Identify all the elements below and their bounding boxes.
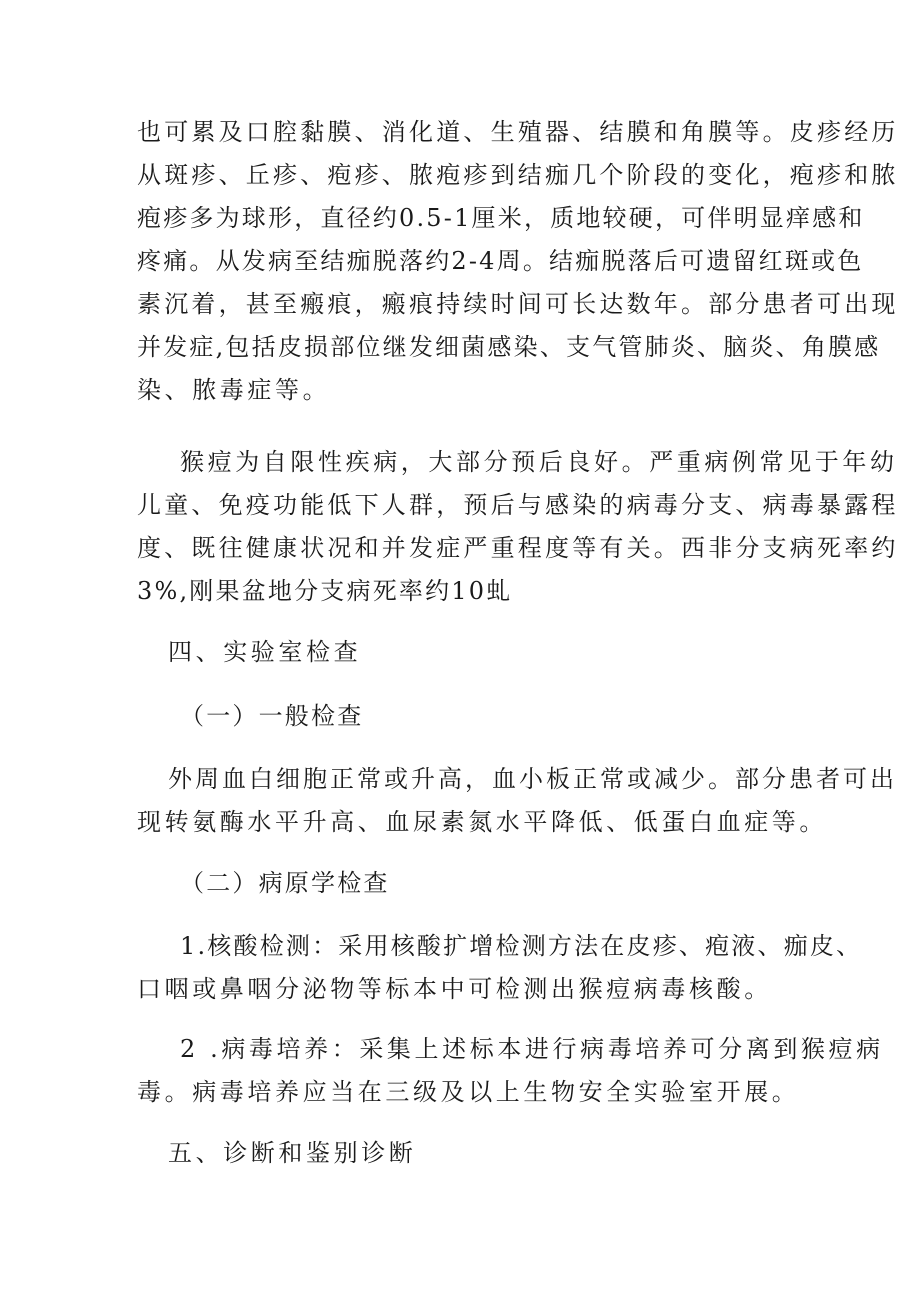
paragraph3-line-2: 现转氨酶水平升高、血尿素氮水平降低、低蛋白血症等。 <box>137 808 827 836</box>
item2-line-2: 毒。病毒培养应当在三级及以上生物安全实验室开展。 <box>137 1078 800 1106</box>
subsection-heading-1: （一）一般检查 <box>180 702 364 730</box>
paragraph2-line-1: 猴痘为自限性疾病，大部分预后良好。严重病例常见于年幼 <box>180 448 898 476</box>
paragraph1-line-2: 从斑疹、丘疹、疱疹、脓疱疹到结痂几个阶段的变化，疱疹和脓 <box>137 161 899 189</box>
paragraph2-line-3: 度、既往健康状况和并发症严重程度等有关。西非分支病死率约 <box>137 534 899 562</box>
paragraph1-line-5: 素沉着，甚至瘢痕，瘢痕持续时间可长达数年。部分患者可出现 <box>137 290 899 318</box>
paragraph1-line-1: 也可累及口腔黏膜、消化道、生殖器、结膜和角膜等。皮疹经历 <box>137 118 899 146</box>
section-heading-5: 五、诊断和鉴别诊断 <box>168 1139 417 1167</box>
subsection-heading-2: （二）病原学检查 <box>180 869 390 897</box>
paragraph1-line-7: 染、脓毒症等。 <box>137 376 331 404</box>
item1-line-2: 口咽或鼻咽分泌物等标本中可检测出猴痘病毒核酸。 <box>137 975 772 1003</box>
section-heading-4: 四、实验室检查 <box>168 638 362 666</box>
paragraph1-line-4: 疼痛。从发病至结痂脱落约2-4周。结痂脱落后可遗留红斑或色 <box>137 247 864 275</box>
paragraph2-line-4: 3%,刚果盆地分支病死率约10虬 <box>137 577 513 605</box>
paragraph3-line-1: 外周血白细胞正常或升高，血小板正常或减少。部分患者可出 <box>168 765 897 793</box>
item1-line-1: 1.核酸检测：采用核酸扩增检测方法在皮疹、疱液、痂皮、 <box>180 932 863 960</box>
paragraph1-line-6: 并发症,包括皮损部位继发细菌感染、支气管肺炎、脑炎、角膜感 <box>137 333 881 361</box>
item2-line-1: 2 .病毒培养：采集上述标本进行病毒培养可分离到猴痘病 <box>180 1035 884 1063</box>
paragraph2-line-2: 儿童、免疫功能低下人群，预后与感染的病毒分支、病毒暴露程 <box>137 491 899 519</box>
paragraph1-line-3: 疱疹多为球形，直径约0.5-1厘米，质地较硬，可伴明显痒感和 <box>137 204 865 232</box>
